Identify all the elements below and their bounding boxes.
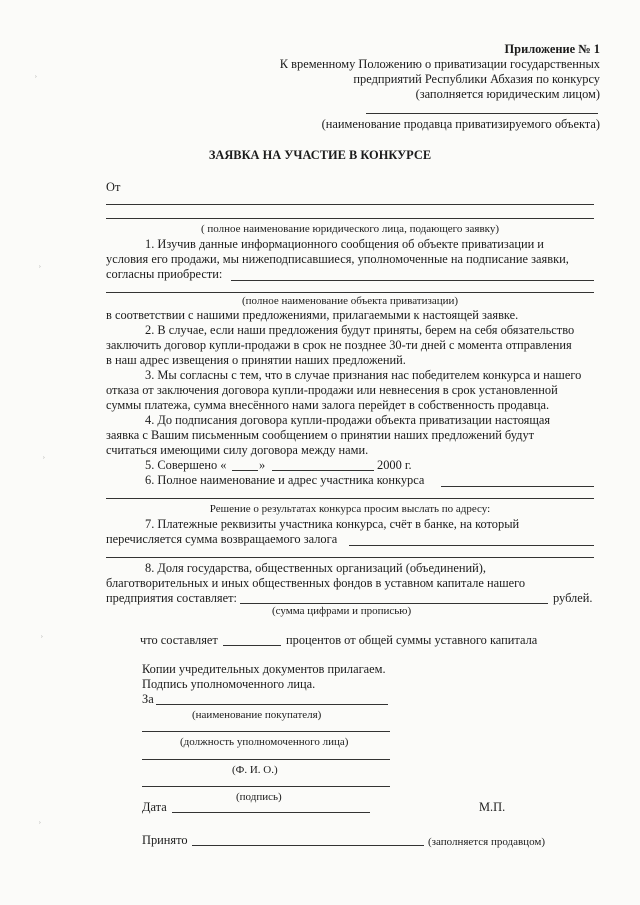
p6-caption: Решение о результатах конкурса просим выслать по адресу:	[209, 503, 491, 515]
header-line-1: К временному Положению о приватизации государственных	[279, 57, 600, 71]
payment-details-line-1	[349, 545, 594, 546]
p7-line-2: перечисляется сумма возвращаемого залога	[106, 532, 338, 546]
p2-line-2: заключить договор купли-продажи в срок не позднее 30-ти дней с момента отправления	[106, 338, 572, 352]
p8-line-2: благотворительных и иных общественных фондов в уставном капитале нашего	[106, 576, 526, 590]
punch-mark-icon: ʾ	[38, 264, 42, 276]
p2-line-3: в наш адрес извещения о принятии наших предложений.	[106, 353, 406, 367]
for-label: За	[142, 692, 154, 706]
p3-line-2: отказа от заключения договора купли-продажи или невнесения в срок установленной	[106, 383, 558, 397]
percent-prefix: что составляет	[140, 633, 218, 647]
p2-line-1: 2. В случае, если наши предложения будут приняты, берем на себя обязательство	[145, 323, 575, 337]
seller-caption: (наименование продавца приватизируемого объекта)	[321, 117, 600, 131]
month-blank	[272, 470, 374, 471]
accepted-label: Принято	[142, 833, 188, 847]
address-line-2	[106, 498, 594, 499]
object-caption: (полное наименование объекта приватизации)	[241, 295, 459, 307]
accepted-caption: (заполняется продавцом)	[428, 836, 545, 848]
p5-year: 2000 г.	[377, 458, 412, 472]
signature-note: Подпись уполномоченного лица.	[142, 677, 316, 691]
p4-line-2: заявка с Вашим письменным сообщением о принятии наших предложений будут	[106, 428, 535, 442]
p5-quote-close: »	[259, 458, 266, 472]
punch-mark-icon: ʾ	[40, 634, 44, 646]
date-line	[172, 812, 370, 813]
position-line	[142, 731, 390, 732]
signature-line	[142, 786, 390, 787]
p3-line-1: 3. Мы согласны с тем, что в случае признания нас победителем конкурса и нашего	[145, 368, 582, 382]
buyer-caption: (наименование покупателя)	[192, 709, 322, 721]
page-title: ЗАЯВКА НА УЧАСТИЕ В КОНКУРСЕ	[208, 148, 432, 162]
stamp-label: М.П.	[479, 800, 506, 814]
day-blank	[232, 470, 258, 471]
p3-line-3: суммы платежа, сумма внесённого нами залога перейдет в собственность продавца.	[106, 398, 550, 412]
copies-note: Копии учредительных документов прилагаем.	[142, 662, 386, 676]
signature-caption: (подпись)	[236, 791, 282, 803]
p1-line-1: 1. Изучив данные информационного сообщения об объекте приватизации и	[145, 237, 544, 251]
header-line-3: (заполняется юридическим лицом)	[415, 87, 600, 101]
date-label: Дата	[142, 800, 167, 814]
percent-blank	[223, 645, 281, 646]
punch-mark-icon: ʾ	[34, 74, 38, 86]
accepted-line	[192, 845, 424, 846]
address-line-1	[441, 486, 594, 487]
p7-line-1: 7. Платежные реквизиты участника конкурса, счёт в банке, на который	[145, 517, 520, 531]
punch-mark-icon: ʾ	[42, 455, 46, 467]
object-name-line-2	[106, 292, 594, 293]
payment-details-line-2	[106, 557, 594, 558]
appendix-label: Приложение № 1	[504, 42, 600, 56]
p4-line-1: 4. До подписания договора купли-продажи объекта приватизации настоящая	[145, 413, 551, 427]
percent-suffix: процентов от общей суммы уставного капитала	[286, 633, 538, 647]
fio-line	[142, 759, 390, 760]
object-name-line-1	[231, 280, 594, 281]
position-caption: (должность уполномоченного лица)	[180, 736, 349, 748]
p6-label: 6. Полное наименование и адрес участника конкурса	[145, 473, 425, 487]
entity-name-line-2	[106, 218, 594, 219]
from-label: От	[106, 180, 121, 194]
p1-line-3: согласны приобрести:	[106, 267, 223, 281]
p4-line-3: считаться имеющими силу договора между нами.	[106, 443, 369, 457]
p1-line-4: в соответствии с нашими предложениями, прилагаемыми к настоящей заявке.	[106, 308, 519, 322]
buyer-name-line	[156, 704, 388, 705]
p8-line-1: 8. Доля государства, общественных организаций (объединений),	[145, 561, 486, 575]
seller-name-line	[366, 113, 598, 114]
p5-label: 5. Совершено «	[145, 458, 227, 472]
p1-line-2: условия его продажи, мы нижеподписавшиеся, уполномоченные на подписание заявки,	[106, 252, 569, 266]
amount-caption: (сумма цифрами и прописью)	[272, 605, 412, 617]
p8-line-3: предприятия составляет:	[106, 591, 237, 605]
punch-mark-icon: ʾ	[38, 820, 42, 832]
entity-caption: ( полное наименование юридического лица, подающего заявку)	[200, 223, 500, 235]
currency-label: рублей.	[553, 591, 593, 605]
fio-caption: (Ф. И. О.)	[232, 764, 278, 776]
entity-name-line-1	[106, 204, 594, 205]
header-line-2: предприятий Республики Абхазия по конкурсу	[353, 72, 600, 86]
